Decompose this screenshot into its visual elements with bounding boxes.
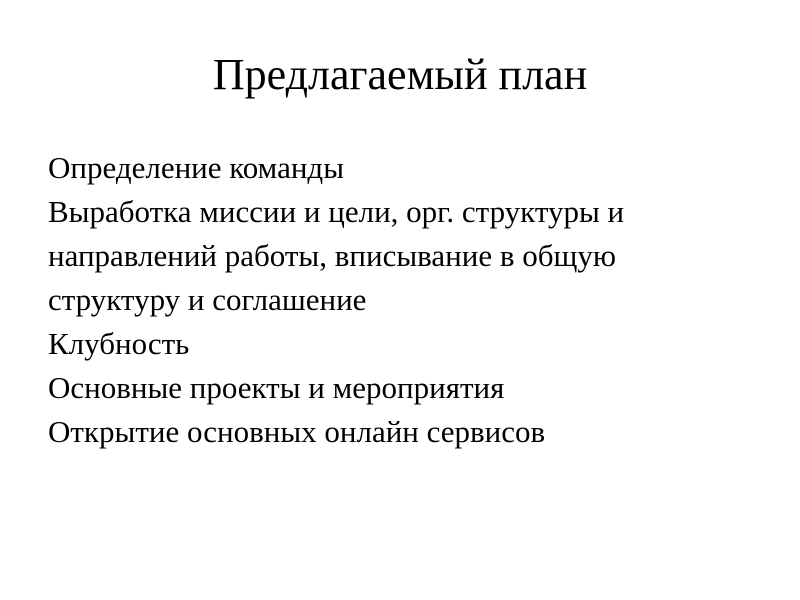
slide-title: Предлагаемый план [212, 50, 588, 99]
list-item: Открытие основных онлайн сервисов [48, 414, 546, 449]
list-item: Клубность [48, 326, 190, 361]
list-item: Выработка миссии и цели, орг. структуры и направлений работы, вписывание в общую структуру и соглашение [48, 194, 625, 317]
list-item: Определение команды [48, 150, 345, 185]
slide-bullet-list [48, 146, 748, 454]
list-item: Основные проекты и мероприятия [48, 370, 505, 405]
